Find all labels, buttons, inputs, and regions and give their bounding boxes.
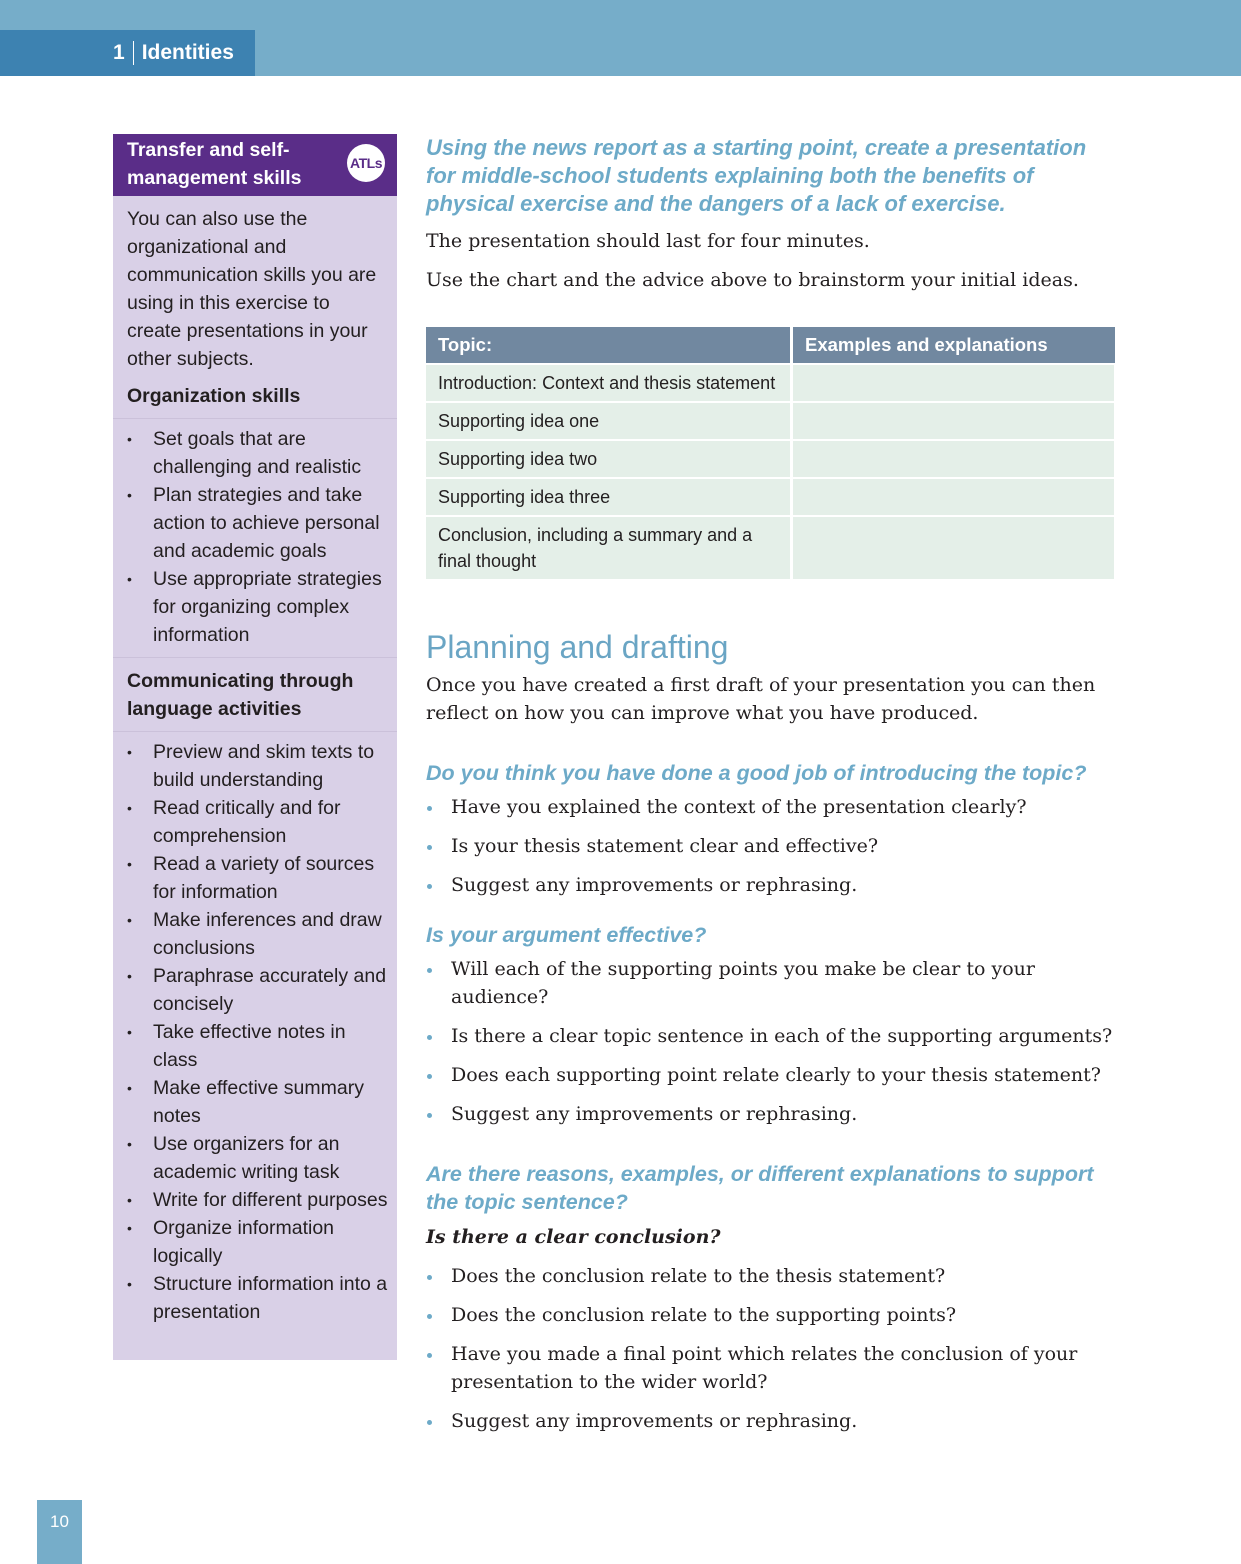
chapter-number: 1 <box>113 41 125 64</box>
table-cell-topic: Supporting idea two <box>426 440 792 478</box>
table-cell-examples[interactable] <box>792 440 1116 478</box>
page-number: 10 <box>37 1500 82 1564</box>
list-item: Does the conclusion relate to the thesis statement? <box>426 1262 1116 1290</box>
table-cell-examples[interactable] <box>792 364 1116 402</box>
table-row <box>426 516 1115 580</box>
list-item: Have you made a final point which relates the conclusion of your presentation to the wider world? <box>426 1340 1116 1396</box>
question-heading-reasons: Are there reasons, examples, or different explanations to support the topic sentence? <box>426 1162 1094 1214</box>
communicating-skills-list <box>113 732 397 1334</box>
table-row <box>426 364 1115 402</box>
question-heading-argument: Is your argument effective? <box>426 923 707 947</box>
table-row <box>426 440 1115 478</box>
atls-badge-icon: ATLs <box>347 144 385 182</box>
list-item: Suggest any improvements or rephrasing. <box>426 1407 1116 1435</box>
list-item: • Write for different purposes <box>127 1186 389 1214</box>
question-subheading-conclusion: Is there a clear conclusion? <box>426 1226 721 1248</box>
chapter-title: Identities <box>141 41 234 64</box>
organization-skills-list <box>113 419 397 657</box>
list-item: Does the conclusion relate to the supporting points? <box>426 1301 1116 1329</box>
table-header-examples: Examples and explanations <box>792 327 1116 364</box>
task-heading: Using the news report as a starting point, create a presentation for middle-school students explaining both the benefits of physical exercise and the dangers of a lack of exercise. <box>426 135 1087 216</box>
atl-sidebar <box>113 134 397 1360</box>
table-cell-topic: Supporting idea three <box>426 478 792 516</box>
argument-checklist <box>426 955 1116 1128</box>
sidebar-title: Transfer and self-management skills <box>127 139 302 189</box>
table-cell-topic: Conclusion, including a summary and a final thought <box>426 516 792 580</box>
list-item: • Read critically and for comprehension <box>127 794 389 850</box>
table-cell-topic: Supporting idea one <box>426 402 792 440</box>
main-column <box>426 134 1116 1435</box>
list-item: • Make inferences and draw conclusions <box>127 906 389 962</box>
task-duration-text: The presentation should last for four minutes. <box>426 230 870 252</box>
list-item: • Set goals that are challenging and realistic <box>127 425 389 481</box>
table-cell-examples[interactable] <box>792 516 1116 580</box>
list-item: Suggest any improvements or rephrasing. <box>426 871 1116 899</box>
list-item: • Organize information logically <box>127 1214 389 1270</box>
list-item: • Use organizers for an academic writing task <box>127 1130 389 1186</box>
list-item: Does each supporting point relate clearly to your thesis statement? <box>426 1061 1116 1089</box>
table-cell-examples[interactable] <box>792 478 1116 516</box>
table-header-topic: Topic: <box>426 327 792 364</box>
section-intro: Once you have created a first draft of your presentation you can then reflect on how you can improve what you have produced. <box>426 674 1096 724</box>
table-cell-examples[interactable] <box>792 402 1116 440</box>
question-heading-introduction: Do you think you have done a good job of introducing the topic? <box>426 761 1087 785</box>
table-cell-topic: Introduction: Context and thesis statement <box>426 364 792 402</box>
sidebar-header <box>113 134 397 196</box>
conclusion-checklist <box>426 1262 1116 1435</box>
sidebar-subheading: Communicating through language activities <box>113 657 397 732</box>
list-item: • Paraphrase accurately and concisely <box>127 962 389 1018</box>
chapter-tab <box>0 30 255 76</box>
sidebar-subheading: Organization skills <box>113 373 397 419</box>
list-item: • Read a variety of sources for information <box>127 850 389 906</box>
sidebar-intro: You can also use the organizational and communication skills you are using in this exercise to create presentations in your other subjects. <box>127 208 377 370</box>
list-item: • Make effective summary notes <box>127 1074 389 1130</box>
topics-table <box>426 327 1116 581</box>
list-item: • Use appropriate strategies for organizing complex information <box>127 565 389 649</box>
introduction-checklist <box>426 793 1116 899</box>
list-item: • Take effective notes in class <box>127 1018 389 1074</box>
section-title: Planning and drafting <box>426 629 729 665</box>
task-brainstorm-text: Use the chart and the advice above to brainstorm your initial ideas. <box>426 269 1079 291</box>
chapter-separator <box>133 41 134 65</box>
list-item: Is there a clear topic sentence in each of the supporting arguments? <box>426 1022 1116 1050</box>
list-item: • Structure information into a presentation <box>127 1270 389 1326</box>
table-header-row <box>426 327 1115 364</box>
table-row <box>426 478 1115 516</box>
list-item: • Preview and skim texts to build understanding <box>127 738 389 794</box>
list-item: Will each of the supporting points you make be clear to your audience? <box>426 955 1116 1011</box>
table-row <box>426 402 1115 440</box>
list-item: • Plan strategies and take action to achieve personal and academic goals <box>127 481 389 565</box>
list-item: Is your thesis statement clear and effective? <box>426 832 1116 860</box>
list-item: Suggest any improvements or rephrasing. <box>426 1100 1116 1128</box>
list-item: Have you explained the context of the presentation clearly? <box>426 793 1116 821</box>
